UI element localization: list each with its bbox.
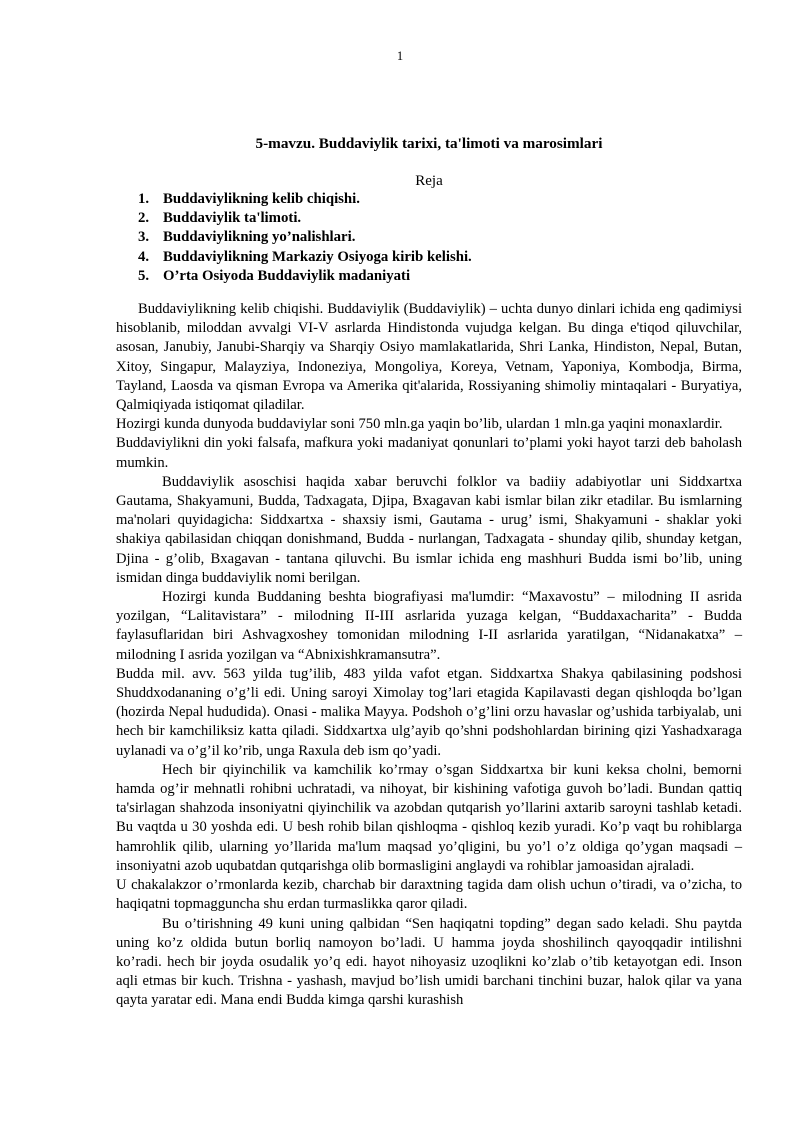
plan-item-number: 5. <box>138 267 150 284</box>
paragraph: Budda mil. avv. 563 yilda tug’ilib, 483 yilda vafot etgan. Siddxartxa Shakya qabilasining podshosi Shuddxodananing o’g’li edi. Uning saroyi Ximolay tog’lari etagida Kapilavasti degan qishloqda bo’lgan (hozirda Nepal hududida). Onasi - malika Mayya. Podshoh o’g’lini orzu havaslar og’ushida tarbiyalab, uni hech bir kamchiliksiz katta qiladi. Siddxartxa ulg’ayib qo’shni podshohlardan birining qizi Yashadxaraga uylanadi va o’g’il ko’rib, unga Raxula deb ism qo’yadi. <box>116 665 742 759</box>
plan-item-text: Buddaviylikning kelib chiqishi. <box>163 191 360 207</box>
plan-item-text: Buddaviylik ta'limoti. <box>163 210 302 227</box>
document-title: 5-mavzu. Buddaviylik tarixi, ta'limoti va marosimlari <box>255 135 603 152</box>
body-text <box>116 300 742 1011</box>
plan-item <box>138 228 472 247</box>
paragraph: Hozirgi kunda dunyoda buddaviylar soni 750 mln.ga yaqin bo’lib, ulardan 1 mln.ga yaqini monaxlardir. <box>116 416 723 433</box>
plan-item <box>138 248 472 267</box>
plan-item-number: 4. <box>138 248 150 265</box>
plan-item-number: 3. <box>138 229 150 246</box>
paragraph: U chakalakzor o’rmonlarda kezib, charchab bir daraxtning tagida dam olish uchun o’tiradi, va o’zicha, to haqiqatni topmagguncha shu erdan turmaslikka qaror qiladi. <box>116 877 742 913</box>
paragraph: Hech bir qiyinchilik va kamchilik ko’rmay o’sgan Siddxartxa bir kuni keksa cholni, bemorni hamda og’ir mehnatli rohibni uchratadi, va nihoyat, bir kishining vafotiga guvoh bo’ladi. Bundan qattiq ta'sirlagan shahzoda insoniyatni qiyinchilik va azobdan qutqarish yo’llarini axtarib saroyni tashlab ketadi. Bu vaqtda u 30 yoshda edi. U besh rohib bilan qishloqma - qishloq kezib yuradi. Ko’p vaqt bu rohiblarga hamrohlik qilib, ularning yo’llarida ma'lum maqsad yo’qligini, bu yo’l o’z oldiga qo’ygan maqsadi – insoniyatni azob uqubatdan qutqarishga olib bormasligini anglaydi va rohiblar jamoasidan ajraladi. <box>116 761 742 874</box>
page-number: 1 <box>396 49 404 63</box>
plan-item-text: Buddaviylikning yo’nalishlari. <box>163 229 356 246</box>
plan-item-number: 2. <box>138 210 150 227</box>
plan-item-number: 1. <box>138 191 150 207</box>
plan-list <box>138 190 472 286</box>
paragraph: Bu o’tirishning 49 kuni uning qalbidan “Sen haqiqatni topding” degan sado keladi. Shu paytda uning ko’z oldida butun borliq namoyon bo’ladi. U hamma joyda shoshilinch qayoqqadir intilishni ko’radi. hech bir joyda osudalik yo’q edi. hayot nihoyasiz uzoqlikni ko’zlab o’tib ketayotgan edi. Inson aqli etmas bir kuch. Trishna - yashash, mavjud bo’lish umidi barchani tinchini buzar, halok qilar va yana qayta yaratar edi. Mana endi Budda kimga qarshi kurashish <box>116 915 742 1009</box>
plan-item <box>138 209 472 228</box>
paragraph: Hozirgi kunda Buddaning beshta biografiyasi ma'lumdir: “Maxavostu” – milodning II asrida yozilgan, “Lalitavistara” - milodning II-III asrlarida yuzaga kelgan, “Buddaxacharita” - Budda faylasuflaridan biri Ashvagxoshey tomonidan milodning I-II asrlarida yaratilgan, “Nidanakatxa” – milodning I asrida yozilgan va “Abnixishkramansutra”. <box>116 589 742 663</box>
plan-heading: Reja <box>415 173 443 189</box>
plan-item-text: O’rta Osiyoda Buddaviylik madaniyati <box>163 267 411 284</box>
paragraph: Buddaviylik asoschisi haqida xabar beruvchi folklor va badiiy adabiyotlar uni Siddxartxa Gautama, Shakyamuni, Budda, Tadxagata, Djipa, Bxagavan kabi ismlar bilan zikr etadilar. Bu ismlarning ma'nolari quyidagicha: Siddxartxa - shaxsiy ismi, Gautama - urug’ ismi, Shakyamuni - shaklar yoki shakiya qabilasidan chiqqan donishmand, Budda - nurlangan, Tadxagata - shunday qilib, shunday ketgan, Djina - g’olib, Bxagavan - tantana qiluvchi. Bu ismlar ichida eng mashhuri Budda ismi bo’lib, uning ismidan dinga buddaviylik nomi berilgan. <box>116 473 742 586</box>
plan-item <box>138 267 472 286</box>
plan-item <box>138 190 472 209</box>
plan-item-text: Buddaviylikning Markaziy Osiyoga kirib kelishi. <box>163 248 472 265</box>
paragraph: Buddaviylikni din yoki falsafa, mafkura yoki madaniyat qonunlari to’plami yoki hayot tarzi deb baholash mumkin. <box>116 435 742 471</box>
paragraph: Buddaviylikning kelib chiqishi. Buddaviylik (Buddaviylik) – uchta dunyo dinlari ichida eng qadimiysi hisoblanib, miloddan avvalgi VI-V asrlarda Hindistonda vujudga kelgan. Bu dinga e'tiqod qiluvchilar, asosan, Janubiy, Janubi-Sharqiy va Sharqiy Osiyo mamlakatlarida, Shri Lanka, Hindiston, Nepal, Butan, Xitoy, Singapur, Malayziya, Indoneziya, Mongoliya, Koreya, Vetnam, Yaponiya, Kombodja, Birma, Tayland, Laosda va qisman Evropa va Amerika qit'alarida, Rossiyaning shimoliy mintaqalari - Buryatiya, Qalmiqiyada istiqomat qiladilar. <box>116 301 742 414</box>
